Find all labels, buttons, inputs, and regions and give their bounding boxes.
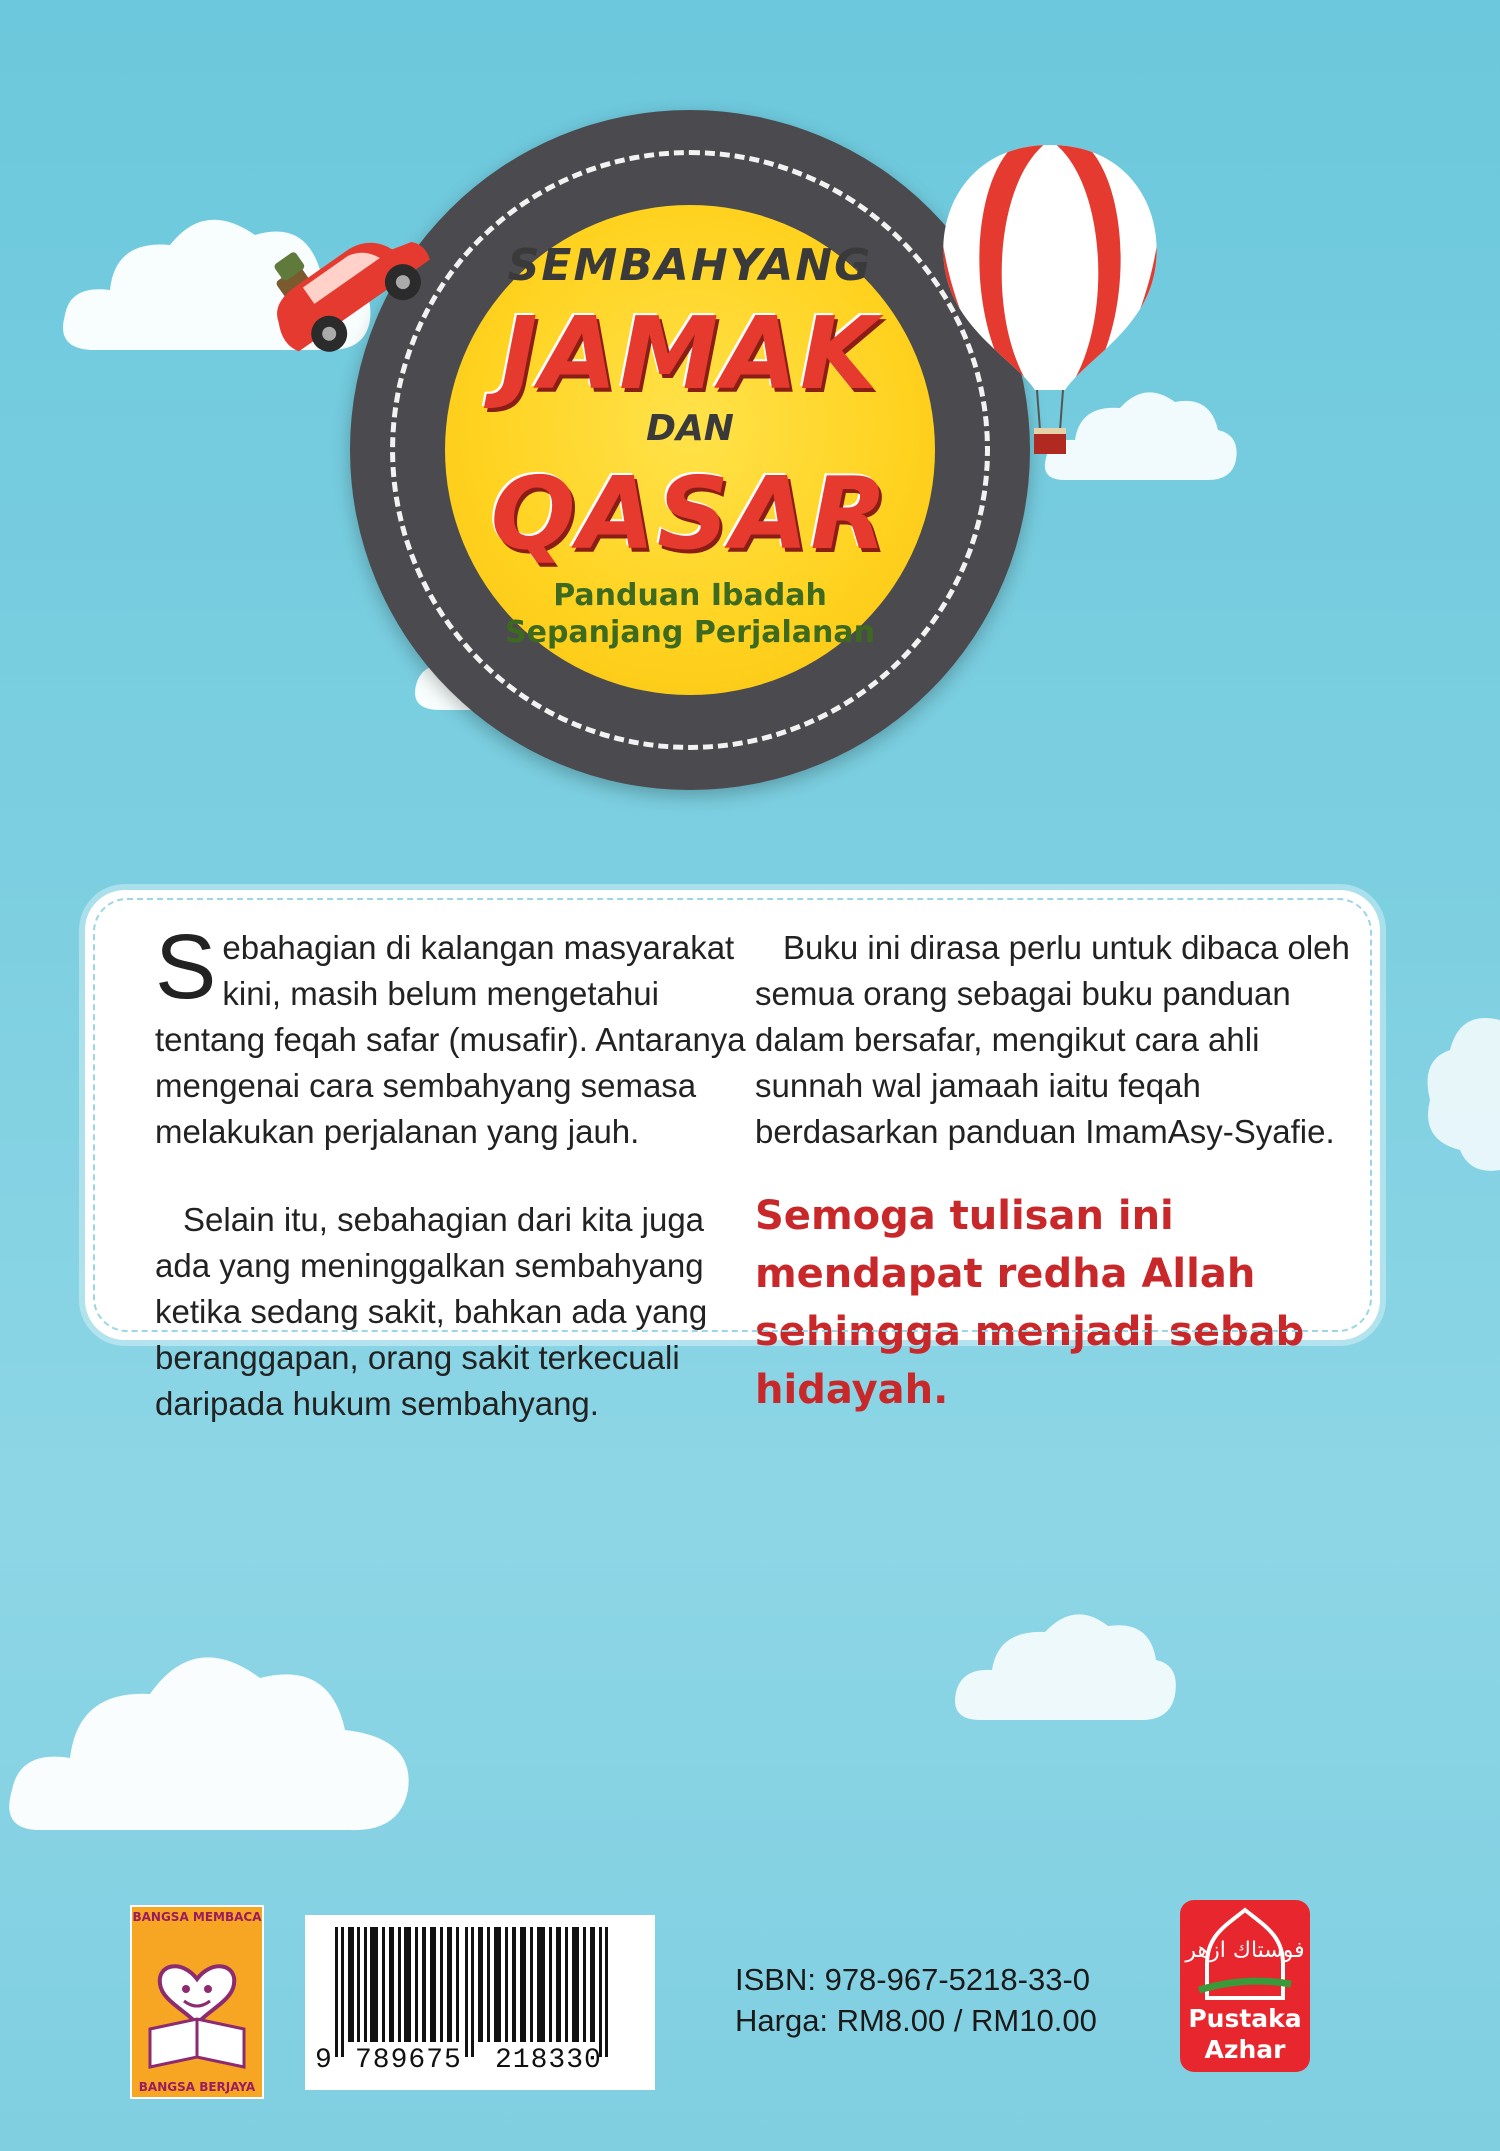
- title-jamak: JAMAK: [500, 295, 880, 412]
- hot-air-balloon-icon: [930, 140, 1170, 480]
- cloud-icon: [0, 1630, 420, 1850]
- isbn-text: ISBN: 978-967-5218-33-0: [735, 1962, 1091, 1997]
- barcode-icon: [335, 1927, 635, 2057]
- subtitle-line-2: Sepanjang Perjalanan: [505, 615, 875, 650]
- logo-top-text: BANGSA MEMBACA: [132, 1910, 262, 1924]
- pustaka-azhar-logo: [1180, 1900, 1310, 2072]
- subtitle-line-1: Panduan Ibadah: [553, 578, 827, 613]
- cloud-icon: [1420, 1000, 1500, 1180]
- cloud-icon: [950, 1600, 1180, 1730]
- blurb-paragraph-3: Buku ini dirasa perlu untuk dibaca oleh semua orang sebagai buku panduan dalam bersafar, mengikut cara ahli sunnah wal jamaah iaitu feqah berdasarkan panduan ImamAsy-Syafie.: [755, 929, 1350, 1150]
- closing-prayer-quote: Semoga tulisan ini mendapat redha Allah sehingga menjadi sebab hidayah.: [755, 1193, 1305, 1413]
- car-icon: [250, 185, 450, 385]
- barcode-first-digit: 9: [315, 2045, 332, 2076]
- publisher-name-line-1: Pustaka: [1188, 2004, 1302, 2033]
- drop-cap: S: [155, 916, 217, 1018]
- barcode-group-1: 789675: [355, 2045, 462, 2076]
- barcode-group-2: 218330: [495, 2045, 602, 2076]
- blurb-paragraph-2: Selain itu, sebahagian dari kita juga ada yang meninggalkan sembahyang ketika sedang sakit, bahkan ada yang beranggapan, orang sakit terkecuali daripada hukum sembahyang.: [155, 1201, 708, 1422]
- bangsa-membaca-logo: [130, 1905, 264, 2099]
- publisher-arabic-name: فوستاك ازهر: [1185, 1938, 1305, 1963]
- blurb-paragraph-1: [155, 916, 765, 1155]
- price-text: Harga: RM8.00 / RM10.00: [735, 2003, 1097, 2038]
- publisher-name-line-2: Azhar: [1204, 2035, 1286, 2064]
- blurb-card: [85, 890, 1380, 1422]
- blurb-left-column: [155, 916, 765, 1427]
- isbn-barcode: [305, 1915, 655, 2090]
- logo-bottom-text: BANGSA BERJAYA: [138, 2080, 256, 2094]
- title-qasar: QASAR: [490, 455, 890, 572]
- title-dan: DAN: [646, 408, 734, 449]
- blurb-right-column: [755, 925, 1355, 1419]
- title-sembahyang: SEMBAHYANG: [507, 240, 873, 291]
- reading-book-icon: [142, 1929, 252, 2074]
- blurb-paragraph-1-text: ebahagian di kalangan masyarakat kini, masih belum mengetahui tentang feqah safar (musafir). Antaranya mengenai cara sembahyang semasa melakukan perjalanan yang jauh.: [155, 929, 746, 1150]
